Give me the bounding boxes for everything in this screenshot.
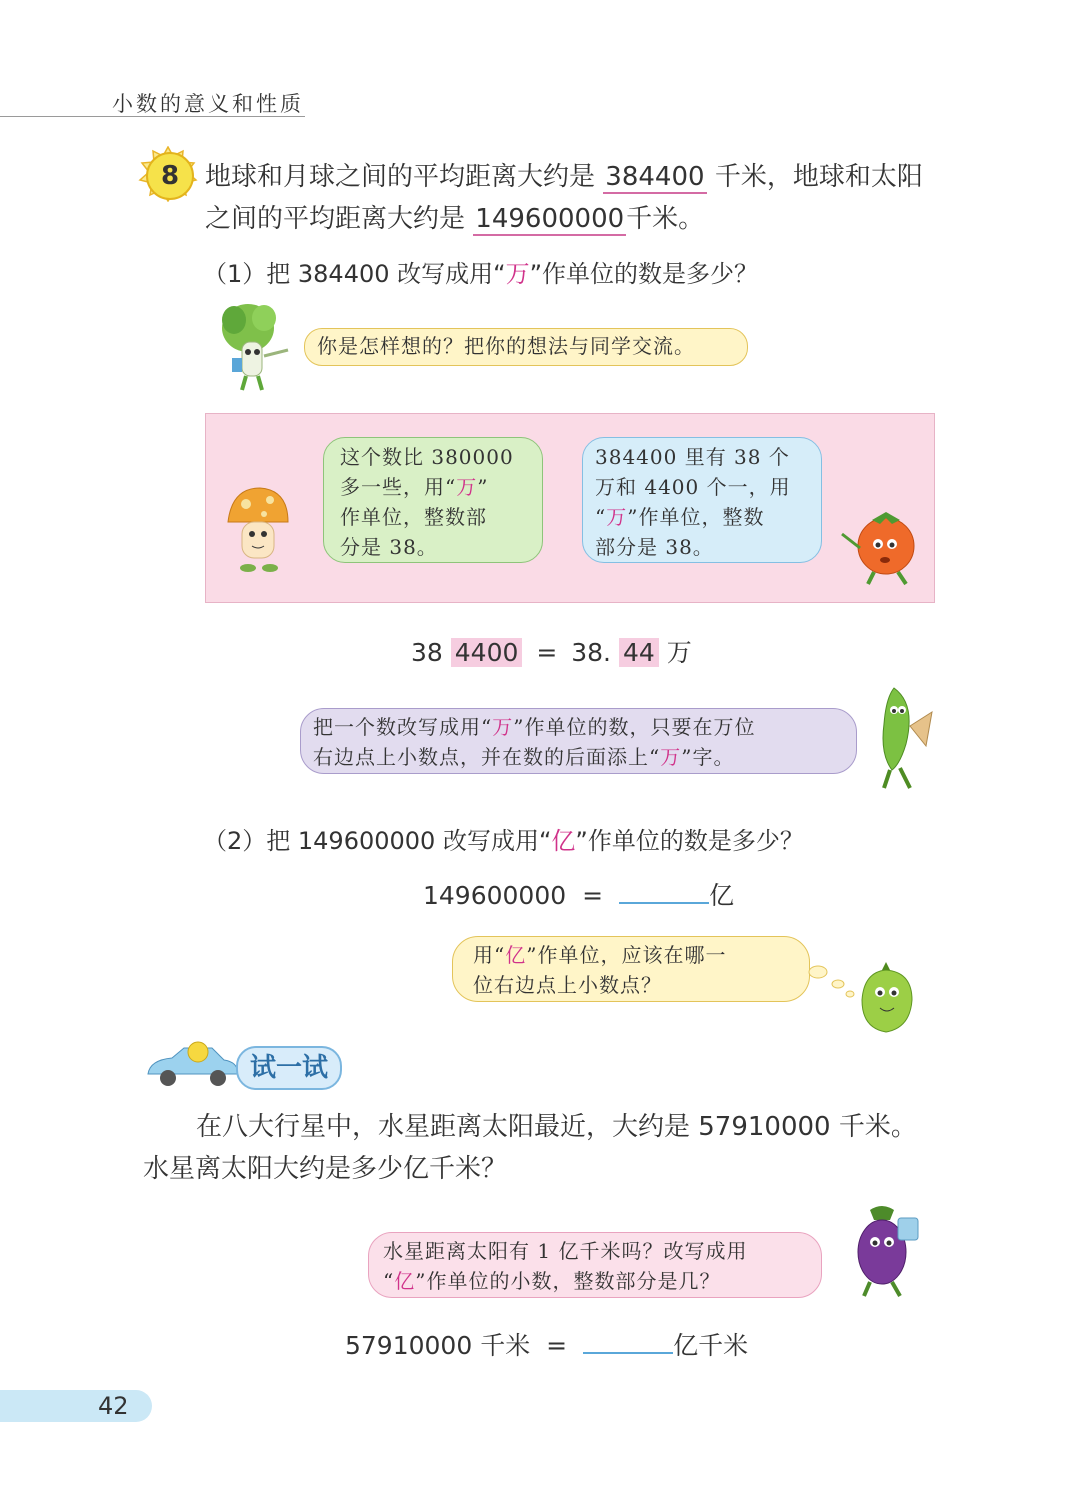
bubble-line: 部分是 38。 [595,535,714,559]
problem-text: 之间的平均距离大约是 [205,204,466,234]
bubble-line: 这个数比 380000 [340,445,514,469]
problem-line-2 [205,198,704,240]
thinking-prompt-text: 你是怎样想的？把你的想法与同学交流。 [317,334,695,358]
bok-choy-character-icon [212,298,304,394]
tomato-character-icon [834,508,928,586]
try-it-line-1: 在八大行星中，水星距离太阳最近，大约是 57910000 千米。 [196,1112,917,1142]
earth-sun-distance: 149600000 [475,204,625,234]
unit-wan: 万 [492,715,514,739]
unit-wan: 万 [606,505,628,529]
problem-text: 千米，地球和太阳 [714,162,923,192]
equation-part: 149600000 [423,881,567,910]
equals-sign: = [546,1331,568,1360]
unit-wan: 万 [505,260,530,288]
bubble-line: 作单位，整数部 [340,505,487,529]
try-it-heading: 试一试 [236,1046,342,1090]
tomato-speech-bubble [582,437,822,563]
mushroom-speech-bubble [323,437,543,563]
unit-wan: 万 [660,745,682,769]
thought-cloud-bubble [452,936,810,1002]
equation-highlight: 4400 [451,638,523,667]
eggplant-character-icon [840,1198,932,1300]
rule-bubble [300,708,857,774]
bubble-line [340,472,542,502]
question-2 [203,821,804,856]
question-1 [203,254,758,289]
equals-sign: = [536,638,558,667]
bubble-line: 384400 里有 38 个 [595,445,790,469]
bubble-text: ” [477,475,489,499]
header-divider [0,116,305,117]
problem-text: 地球和月球之间的平均距离大约是 [205,162,596,192]
question-1-text: ”作单位的数是多少？ [529,260,759,288]
green-pepper-character-icon [852,962,920,1040]
discussion-panel [205,413,935,603]
unit-yi: 亿 [551,827,576,855]
example-number-badge: 8 [146,152,194,200]
thought-dots-icon [806,962,856,1002]
question-1-text: （1）把 384400 改写成用“ [203,260,506,288]
bubble-line [383,1266,821,1296]
pea-pod-character-icon [866,684,938,794]
bubble-text: 用“ [473,943,506,967]
equation-unit: 亿 [709,881,735,910]
bubble-text: ”作单位的小数，整数部分是几？ [415,1269,721,1293]
car-character-icon [142,1040,242,1090]
equation-yi [423,876,734,912]
equation-unit: 万 [666,638,692,667]
bubble-text: ”作单位，整数 [627,505,765,529]
chapter-title: 小数的意义和性质 [112,92,304,116]
earth-moon-distance: 384400 [605,162,705,192]
bubble-text: “ [595,505,607,529]
bubble-line [313,742,856,772]
equation-part: 57910000 千米 [345,1331,531,1360]
try-it-line-2: 水星离太阳大约是多少亿千米？ [143,1154,508,1184]
bubble-line [313,712,856,742]
bubble-line: 万和 4400 个一，用 [595,475,791,499]
bubble-text: ”作单位的数，只要在万位 [513,715,756,739]
equation-mercury [345,1326,748,1362]
equation-part: 38 [411,638,443,667]
bubble-line: 分是 38。 [340,535,438,559]
answer-blank-mercury[interactable] [583,1352,673,1354]
unit-yi: 亿 [394,1269,416,1293]
equation-part: 38. [571,638,612,667]
question-2-text: （2）把 149600000 改写成用“ [203,827,552,855]
bubble-line [473,940,809,970]
thinking-prompt-bubble [304,328,748,366]
bubble-line [595,502,821,532]
bubble-text: 右边点上小数点，并在数的后面添上“ [313,745,661,769]
bubble-text: 把一个数改写成用“ [313,715,493,739]
answer-blank-yi[interactable] [619,902,709,904]
mushroom-character-icon [224,484,292,576]
bubble-text: 多一些，用“ [340,475,457,499]
unit-wan: 万 [456,475,478,499]
equation-highlight: 44 [619,638,659,667]
page-number: 42 [98,1392,129,1420]
bubble-text: “ [383,1269,395,1293]
unit-yi: 亿 [505,943,527,967]
mercury-hint-bubble [368,1232,822,1298]
bubble-line: 水星距离太阳有 1 亿千米吗？改写成用 [383,1239,748,1263]
bubble-line: 位右边点上小数点？ [473,973,662,997]
page-number-tab [0,1390,152,1422]
bubble-text: ”作单位，应该在哪一 [526,943,727,967]
equation-unit: 亿千米 [673,1331,749,1360]
bubble-text: ”字。 [681,745,735,769]
question-2-text: ”作单位的数是多少？ [575,827,804,855]
problem-line-1 [205,156,923,198]
equals-sign: = [582,881,604,910]
problem-text: 千米。 [626,204,705,234]
equation-wan [411,633,692,669]
